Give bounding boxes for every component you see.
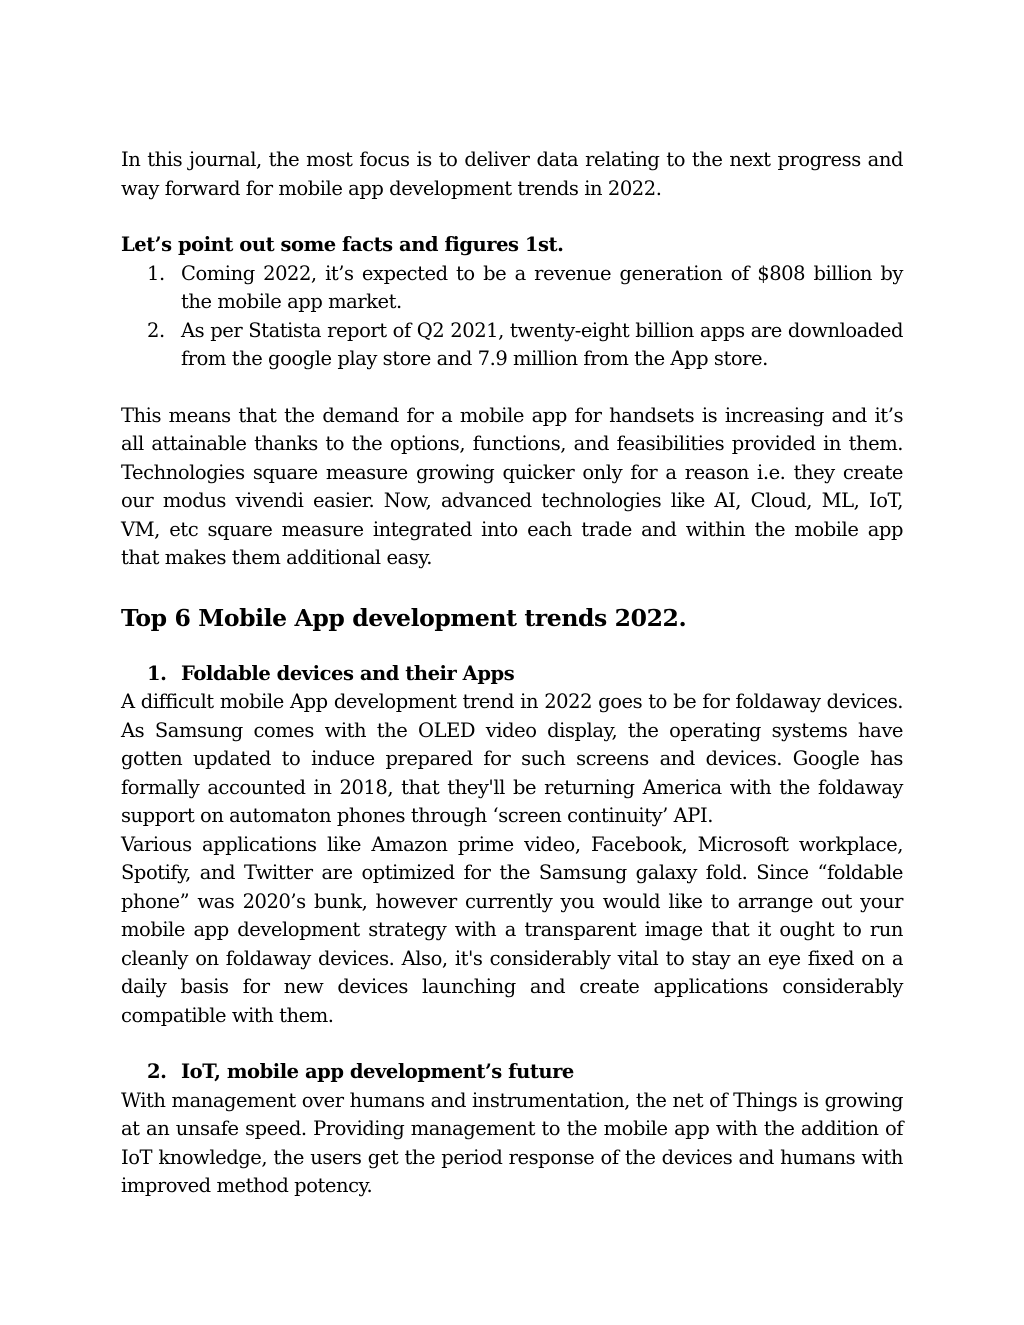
list-item-text: As per Statista report of Q2 2021, twenty-eight billion apps are downloaded from the google play store and 7.9 million from the App store. [181,318,903,370]
list-item [121,317,903,374]
spacer [121,634,903,660]
document-page [121,146,903,1201]
list-item-number: 2. [147,318,165,342]
facts-heading: Let’s point out some facts and figures 1st. [121,233,564,256]
trend-paragraph: Various applications like Amazon prime video, Facebook, Microsoft workplace, Spotify, and Twitter are optimized for the Samsung galaxy fold. Since “foldable phone” was 2020’s bunk, however currently you would like to arrange out your mobile app development strategy with a transparent image that it ought to run cleanly on foldaway devices. Also, it's considerably vital to stay an eye fixed on a daily basis for new devices launching and create applications considerably compatible with them. [121,832,903,1027]
trend-2 [121,1058,903,1201]
section-title: Top 6 Mobile App development trends 2022. [121,603,687,632]
trend-heading [121,660,903,689]
spacer [121,573,903,602]
facts-list [121,260,903,374]
trend-title: IoT, mobile app development’s future [181,1060,574,1083]
demand-paragraph: This means that the demand for a mobile app for handsets is increasing and it’s all attainable thanks to the options, functions, and feasibilities provided in them. Technologies square measure growing quicker only for a reason i.e. they create our modus vivendi easier. Now, advanced technologies like AI, Cloud, ML, IoT, VM, etc square measure integrated into each trade and within the mobile app that makes them additional easy. [121,403,903,569]
trend-1 [121,660,903,1031]
trend-heading [121,1058,903,1087]
trend-number: 1. [147,661,167,685]
spacer [121,203,903,231]
list-item [121,260,903,317]
spacer [121,1030,903,1058]
list-item-text: Coming 2022, it’s expected to be a revenue generation of $808 billion by the mobile app market. [181,261,903,313]
trend-title: Foldable devices and their Apps [181,661,515,685]
intro-paragraph: In this journal, the most focus is to deliver data relating to the next progress and way forward for mobile app development trends in 2022. [121,148,903,200]
spacer [121,374,903,402]
trend-paragraph: A difficult mobile App development trend in 2022 goes to be for foldaway devices. As Samsung comes with the OLED video display, the operating systems have gotten updated to induce prepared for such screens and devices. Google has formally accounted in 2018, that they'll be returning America with the foldaway support on automaton phones through ‘screen continuity’ API. [121,690,903,827]
trend-paragraph: With management over humans and instrumentation, the net of Things is growing at an unsafe speed. Providing management to the mobile app with the addition of IoT knowledge, the users get the period response of the devices and humans with improved method potency. [121,1088,903,1197]
list-item-number: 1. [147,261,165,285]
trend-number: 2. [147,1060,167,1083]
